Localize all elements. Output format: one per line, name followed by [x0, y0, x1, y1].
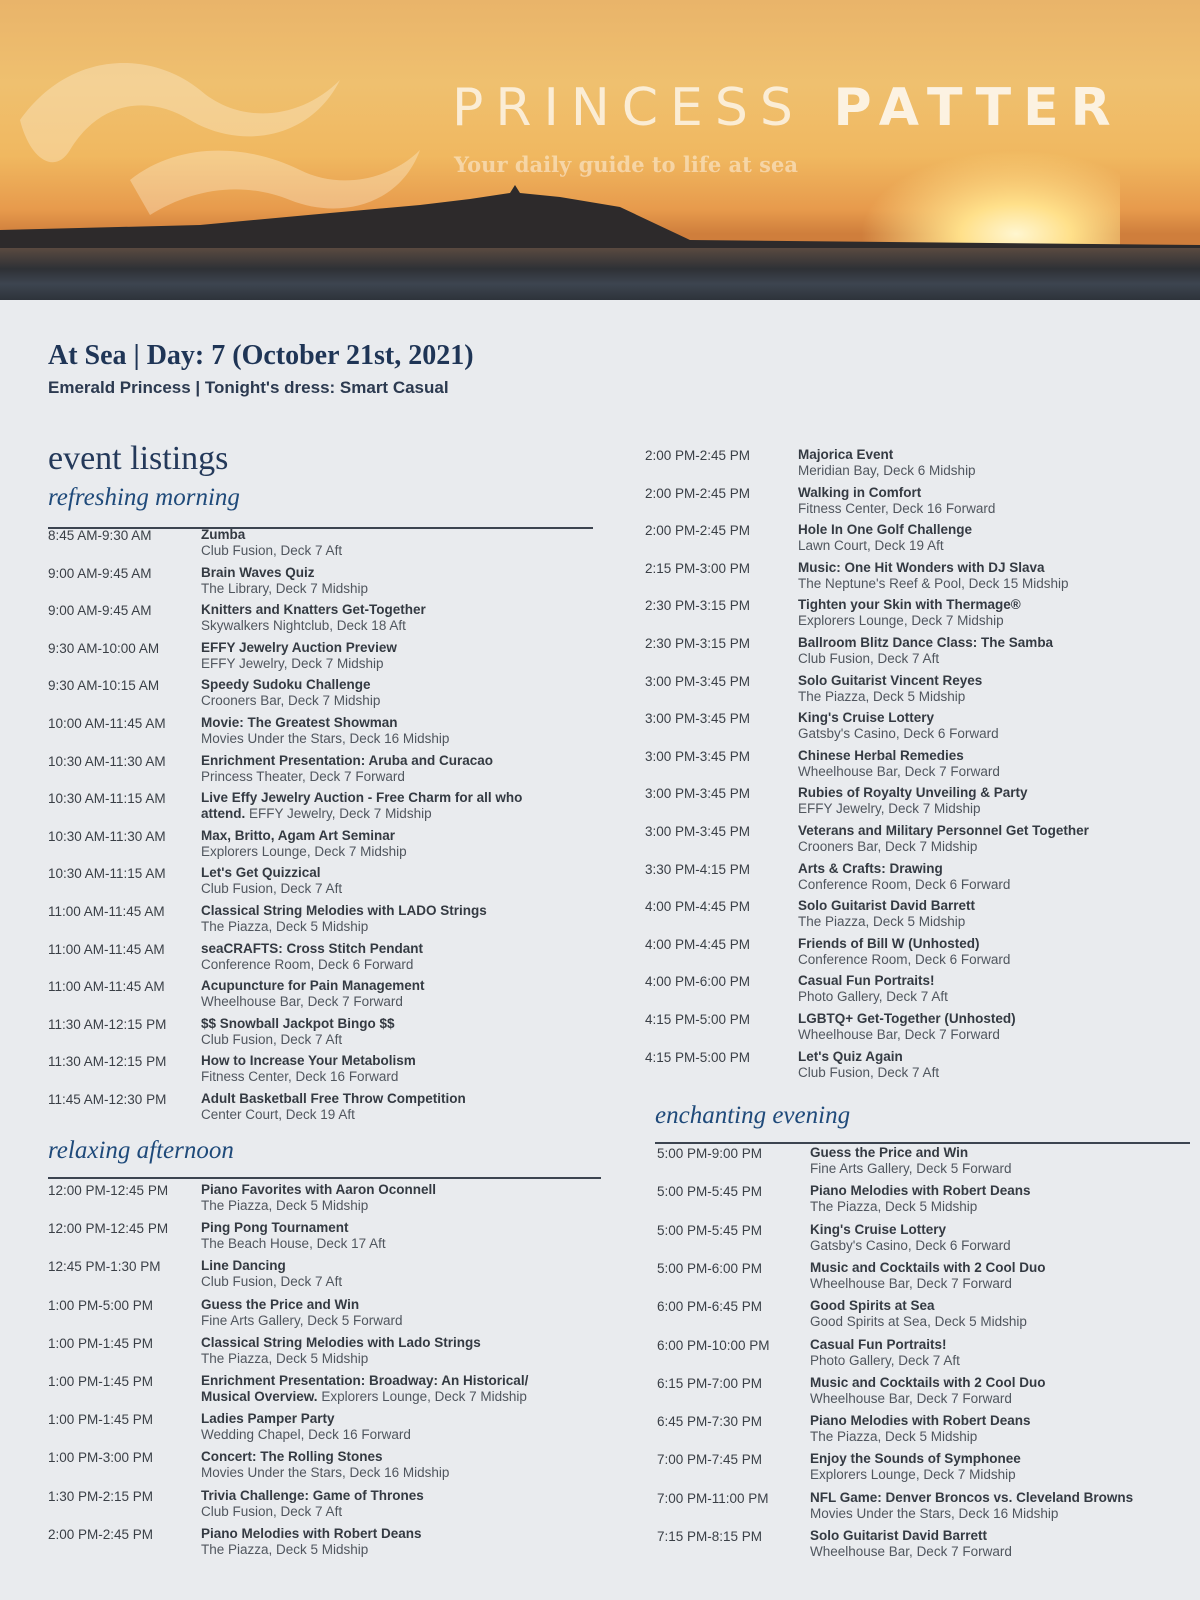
- event-name: Enrichment Presentation: Broadway: An Historical/: [201, 1373, 529, 1388]
- event-time: 2:30 PM-3:15 PM: [645, 636, 751, 651]
- event-location: The Piazza, Deck 5 Midship: [201, 1541, 369, 1557]
- event-location: [201, 1389, 527, 1404]
- event-time: 12:45 PM-1:30 PM: [48, 1259, 161, 1275]
- event-location: Crooners Bar, Deck 7 Midship: [201, 693, 381, 709]
- event-name: Ladies Pamper Party: [201, 1411, 335, 1427]
- event-name: Zumba: [201, 527, 246, 542]
- event-location: Photo Gallery, Deck 7 Aft: [798, 989, 948, 1005]
- event-time: 2:00 PM-2:45 PM: [48, 1526, 154, 1542]
- event-name: Music and Cocktails with 2 Cool Duo: [810, 1374, 1046, 1390]
- event-time: 6:00 PM-6:45 PM: [657, 1299, 763, 1315]
- event-location: The Piazza, Deck 5 Midship: [798, 688, 966, 704]
- day-title: At Sea | Day: 7 (October 21st, 2021): [48, 340, 474, 371]
- event-location: Wheelhouse Bar, Deck 7 Forward: [810, 1275, 1012, 1291]
- event-time: 9:30 AM-10:00 AM: [48, 640, 160, 656]
- event-time: 5:00 PM-5:45 PM: [657, 1184, 763, 1200]
- event-name: Enjoy the Sounds of Symphonee: [810, 1451, 1021, 1467]
- event-time: 10:30 AM-11:30 AM: [48, 753, 166, 769]
- event-time: 2:00 PM-2:45 PM: [645, 523, 751, 539]
- event-time: 11:00 AM-11:45 AM: [48, 979, 165, 995]
- event-time: 3:00 PM-3:45 PM: [645, 824, 751, 839]
- event-name: Solo Guitarist David Barrett: [798, 898, 976, 914]
- event-name: Trivia Challenge: Game of Thrones: [201, 1487, 424, 1503]
- event-name: Knitters and Knatters Get-Together: [201, 602, 426, 618]
- event-time: 10:30 AM-11:30 AM: [48, 828, 166, 844]
- event-time: 4:00 PM-6:00 PM: [645, 974, 751, 990]
- event-time: 6:45 PM-7:30 PM: [657, 1414, 763, 1430]
- event-time: 9:00 AM-9:45 AM: [48, 603, 152, 619]
- event-name: EFFY Jewelry Auction Preview: [201, 639, 397, 655]
- island-silhouette: [0, 185, 1200, 255]
- event-location: Wheelhouse Bar, Deck 7 Forward: [798, 1027, 1000, 1042]
- event-location: Gatsby's Casino, Deck 6 Forward: [810, 1237, 1011, 1253]
- event-name: King's Cruise Lottery: [810, 1221, 946, 1237]
- event-location: Meridian Bay, Deck 6 Midship: [798, 463, 976, 478]
- event-location: Fitness Center, Deck 16 Forward: [201, 1069, 399, 1085]
- event-time: 6:15 PM-7:00 PM: [657, 1375, 763, 1391]
- event-name: Solo Guitarist David Barrett: [810, 1528, 988, 1543]
- event-location: Photo Gallery, Deck 7 Aft: [810, 1352, 960, 1368]
- event-time: 11:45 AM-12:30 PM: [48, 1092, 167, 1107]
- event-name: King's Cruise Lottery: [798, 710, 934, 726]
- event-location: Lawn Court, Deck 19 Aft: [798, 538, 944, 554]
- event-location: Movies Under the Stars, Deck 16 Midship: [810, 1505, 1059, 1521]
- event-location: The Beach House, Deck 17 Aft: [201, 1236, 386, 1252]
- event-name: Adult Basketball Free Throw Competition: [201, 1091, 466, 1106]
- event-time: 10:30 AM-11:15 AM: [48, 791, 166, 807]
- event-time: 3:00 PM-3:45 PM: [645, 711, 751, 727]
- event-name: Tighten your Skin with Thermage®: [798, 597, 1021, 613]
- event-name: Arts & Crafts: Drawing: [798, 860, 943, 876]
- event-name: Friends of Bill W (Unhosted): [798, 935, 980, 951]
- section-title-afternoon: relaxing afternoon: [48, 1137, 234, 1164]
- event-location: Club Fusion, Deck 7 Aft: [201, 881, 343, 897]
- event-name: Classical String Melodies with Lado Strings: [201, 1334, 481, 1350]
- event-location: EFFY Jewelry, Deck 7 Midship: [798, 801, 981, 817]
- event-name: Let's Quiz Again: [798, 1048, 903, 1064]
- event-location: The Piazza, Deck 5 Midship: [201, 919, 369, 934]
- event-time: 2:30 PM-3:15 PM: [645, 598, 751, 614]
- event-time: 1:00 PM-1:45 PM: [48, 1412, 154, 1428]
- event-name: Classical String Melodies with LADO Strings: [201, 903, 487, 918]
- event-name: Good Spirits at Sea: [810, 1298, 935, 1314]
- event-time: 8:45 AM-9:30 AM: [48, 528, 152, 543]
- event-location: Club Fusion, Deck 7 Aft: [201, 1031, 343, 1047]
- event-name: Casual Fun Portraits!: [798, 973, 935, 989]
- event-location: The Library, Deck 7 Midship: [201, 580, 369, 596]
- event-name: Piano Melodies with Robert Deans: [201, 1525, 422, 1541]
- event-location: Club Fusion, Deck 7 Aft: [201, 543, 343, 558]
- event-location: Club Fusion, Deck 7 Aft: [201, 1274, 343, 1290]
- event-time: 1:00 PM-5:00 PM: [48, 1297, 154, 1313]
- event-location: Skywalkers Nightclub, Deck 18 Aft: [201, 618, 406, 634]
- event-location: The Piazza, Deck 5 Midship: [810, 1429, 978, 1445]
- event-time: 11:30 AM-12:15 PM: [48, 1054, 167, 1070]
- event-name: Music and Cocktails with 2 Cool Duo: [810, 1259, 1046, 1275]
- event-time: 5:00 PM-6:00 PM: [657, 1260, 763, 1276]
- event-time: 12:00 PM-12:45 PM: [48, 1183, 169, 1198]
- event-name: Max, Britto, Agam Art Seminar: [201, 827, 396, 843]
- event-location: Conference Room, Deck 6 Forward: [201, 956, 414, 972]
- section-title-evening: enchanting evening: [655, 1102, 851, 1129]
- event-time: 3:00 PM-3:45 PM: [645, 673, 751, 689]
- event-name: seaCRAFTS: Cross Stitch Pendant: [201, 940, 424, 956]
- event-name: Ping Pong Tournament: [201, 1220, 349, 1236]
- event-location-text: Explorers Lounge, Deck 7 Midship: [321, 1389, 527, 1404]
- event-name: Let's Get Quizzical: [201, 865, 321, 881]
- sea-water: [0, 248, 1200, 300]
- event-location: Fine Arts Gallery, Deck 5 Forward: [810, 1161, 1012, 1176]
- event-name: Walking in Comfort: [798, 484, 922, 500]
- event-location: Club Fusion, Deck 7 Aft: [201, 1503, 343, 1519]
- event-name: Piano Melodies with Robert Deans: [810, 1183, 1031, 1199]
- event-location: The Piazza, Deck 5 Midship: [201, 1350, 369, 1366]
- event-name: $$ Snowball Jackpot Bingo $$: [201, 1015, 395, 1031]
- event-name: Majorica Event: [798, 447, 894, 462]
- event-name: Brain Waves Quiz: [201, 564, 315, 580]
- event-time: 9:30 AM-10:15 AM: [48, 678, 160, 694]
- event-time: 11:30 AM-12:15 PM: [48, 1016, 167, 1032]
- event-name-continued: attend.: [201, 806, 246, 822]
- event-location: Wedding Chapel, Deck 16 Forward: [201, 1427, 411, 1443]
- event-location: The Piazza, Deck 5 Midship: [810, 1199, 978, 1215]
- event-name-continued: Musical Overview.: [201, 1389, 318, 1404]
- event-name: Hole In One Golf Challenge: [798, 522, 973, 538]
- event-name: Veterans and Military Personnel Get Together: [798, 823, 1089, 838]
- event-location: Explorers Lounge, Deck 7 Midship: [798, 613, 1004, 629]
- event-name: Guess the Price and Win: [810, 1145, 969, 1160]
- event-name: Ballroom Blitz Dance Class: The Samba: [798, 635, 1054, 650]
- event-time: 10:00 AM-11:45 AM: [48, 716, 166, 731]
- event-name: LGBTQ+ Get-Together (Unhosted): [798, 1011, 1016, 1026]
- event-location: Princess Theater, Deck 7 Forward: [201, 768, 405, 784]
- event-location: Good Spirits at Sea, Deck 5 Midship: [810, 1314, 1027, 1330]
- event-listings-heading: event listings: [48, 440, 229, 477]
- event-time: 3:00 PM-3:45 PM: [645, 786, 751, 802]
- event-time: 10:30 AM-11:15 AM: [48, 866, 166, 882]
- event-name: Guess the Price and Win: [201, 1296, 360, 1312]
- event-location: Explorers Lounge, Deck 7 Midship: [810, 1467, 1016, 1483]
- event-time: 12:00 PM-12:45 PM: [48, 1221, 169, 1237]
- event-location: The Piazza, Deck 5 Midship: [798, 914, 966, 930]
- event-time: 11:00 AM-11:45 AM: [48, 941, 165, 957]
- ship-and-dress-code: Emerald Princess | Tonight's dress: Smart Casual: [48, 378, 449, 397]
- event-time: 7:00 PM-7:45 PM: [657, 1452, 763, 1468]
- event-location: Wheelhouse Bar, Deck 7 Forward: [201, 994, 403, 1010]
- event-time: 7:15 PM-8:15 PM: [657, 1529, 763, 1544]
- publication-title: PRINCESS PATTER: [452, 78, 1123, 138]
- event-name: Rubies of Royalty Unveiling & Party: [798, 785, 1028, 801]
- event-location: Movies Under the Stars, Deck 16 Midship: [201, 1465, 450, 1481]
- event-name: Movie: The Greatest Showman: [201, 715, 398, 730]
- event-name: Speedy Sudoku Challenge: [201, 677, 371, 693]
- event-name: NFL Game: Denver Broncos vs. Cleveland Browns: [810, 1489, 1134, 1505]
- event-time: 4:15 PM-5:00 PM: [645, 1049, 751, 1065]
- event-name: Piano Melodies with Robert Deans: [810, 1413, 1031, 1429]
- event-location: Conference Room, Deck 6 Forward: [798, 876, 1011, 892]
- event-time: 2:15 PM-3:00 PM: [645, 560, 751, 576]
- event-name: Piano Favorites with Aaron Oconnell: [201, 1182, 437, 1197]
- event-location: Movies Under the Stars, Deck 16 Midship: [201, 731, 450, 746]
- event-location: Gatsby's Casino, Deck 6 Forward: [798, 726, 999, 742]
- event-location: Explorers Lounge, Deck 7 Midship: [201, 843, 407, 859]
- event-name: How to Increase Your Metabolism: [201, 1053, 416, 1069]
- event-time: 6:00 PM-10:00 PM: [657, 1337, 770, 1353]
- event-name: Live Effy Jewelry Auction - Free Charm for all who: [201, 790, 523, 806]
- event-time: 5:00 PM-5:45 PM: [657, 1222, 763, 1238]
- event-name: Acupuncture for Pain Management: [201, 978, 425, 994]
- event-location-text: EFFY Jewelry, Deck 7 Midship: [249, 806, 432, 822]
- event-name: Music: One Hit Wonders with DJ Slava: [798, 559, 1045, 575]
- event-name: Chinese Herbal Remedies: [798, 747, 964, 763]
- event-location: [201, 806, 432, 821]
- event-location: Fine Arts Gallery, Deck 5 Forward: [201, 1312, 403, 1328]
- event-location: Fitness Center, Deck 16 Forward: [798, 500, 996, 516]
- event-location: Club Fusion, Deck 7 Aft: [798, 1064, 940, 1080]
- event-location: Center Court, Deck 19 Aft: [201, 1107, 355, 1122]
- event-time: 5:00 PM-9:00 PM: [657, 1146, 763, 1161]
- event-time: 3:00 PM-3:45 PM: [645, 748, 751, 764]
- event-time: 2:00 PM-2:45 PM: [645, 485, 751, 501]
- event-time: 11:00 AM-11:45 AM: [48, 904, 165, 919]
- event-location: EFFY Jewelry, Deck 7 Midship: [201, 655, 384, 671]
- event-time: 2:00 PM-2:45 PM: [645, 448, 751, 463]
- event-time: 1:00 PM-1:45 PM: [48, 1335, 154, 1351]
- event-location: Wheelhouse Bar, Deck 7 Forward: [810, 1390, 1012, 1406]
- section-divider: [48, 1177, 601, 1179]
- event-name: Enrichment Presentation: Aruba and Curacao: [201, 752, 494, 768]
- event-location: Wheelhouse Bar, Deck 7 Forward: [810, 1544, 1012, 1559]
- event-time: 1:30 PM-2:15 PM: [48, 1488, 154, 1504]
- event-location: The Neptune's Reef & Pool, Deck 15 Midship: [798, 575, 1069, 591]
- event-name: Line Dancing: [201, 1258, 286, 1274]
- event-location: The Piazza, Deck 5 Midship: [201, 1198, 369, 1213]
- event-time: 4:00 PM-4:45 PM: [645, 936, 751, 952]
- event-name: Solo Guitarist Vincent Reyes: [798, 672, 983, 688]
- publication-tagline: Your daily guide to life at sea: [454, 152, 798, 177]
- event-name: Concert: The Rolling Stones: [201, 1449, 383, 1465]
- event-time: 3:30 PM-4:15 PM: [645, 861, 751, 877]
- event-location: Crooners Bar, Deck 7 Midship: [798, 839, 978, 854]
- event-time: 7:00 PM-11:00 PM: [657, 1490, 769, 1506]
- section-title-morning: refreshing morning: [48, 484, 240, 511]
- event-location: Conference Room, Deck 6 Forward: [798, 951, 1011, 967]
- header-banner: [0, 0, 1200, 300]
- event-time: 9:00 AM-9:45 AM: [48, 565, 152, 581]
- event-time: 1:00 PM-1:45 PM: [48, 1374, 154, 1389]
- event-location: Club Fusion, Deck 7 Aft: [798, 651, 940, 666]
- event-name: Casual Fun Portraits!: [810, 1336, 947, 1352]
- section-divider: [655, 1142, 1190, 1144]
- event-time: 4:15 PM-5:00 PM: [645, 1012, 751, 1027]
- event-location: Wheelhouse Bar, Deck 7 Forward: [798, 763, 1000, 779]
- event-time: 4:00 PM-4:45 PM: [645, 899, 751, 915]
- event-time: 1:00 PM-3:00 PM: [48, 1450, 154, 1466]
